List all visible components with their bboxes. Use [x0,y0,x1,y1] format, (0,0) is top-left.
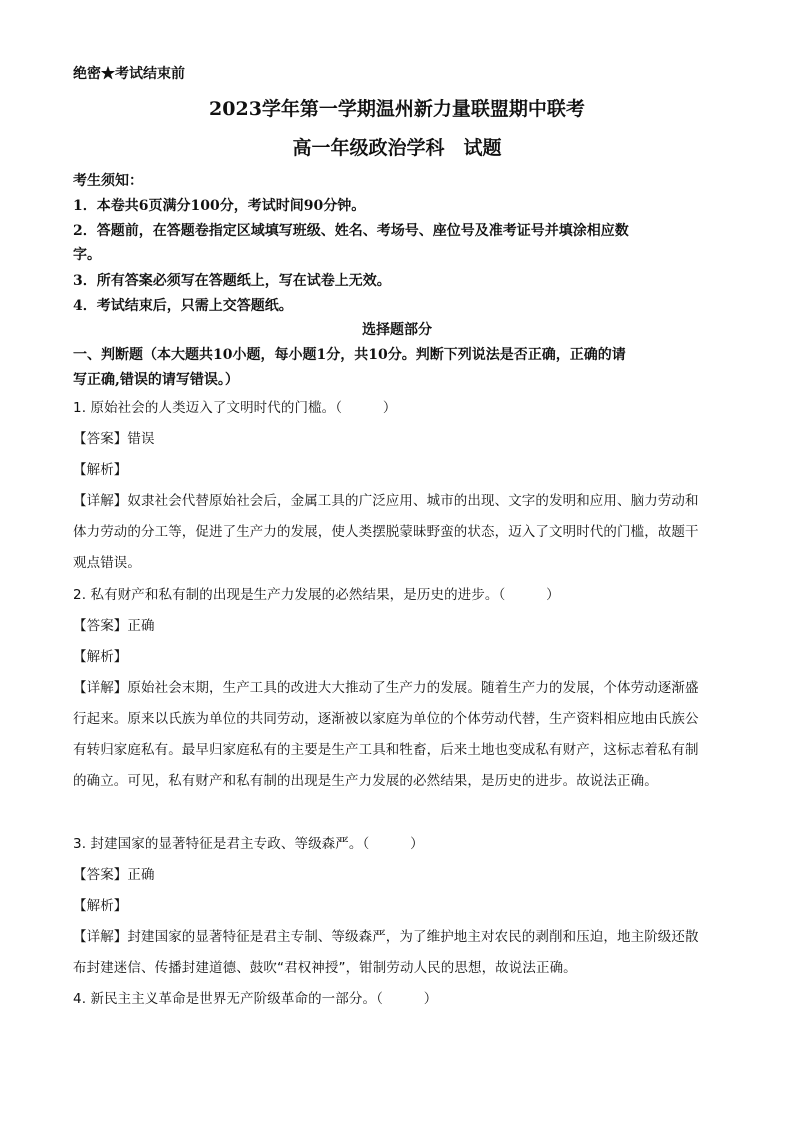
analysis-1: 【解析】 [73,462,128,478]
confidential-label: 绝密★考试结束前 [73,66,185,82]
question-3: 3. 封建国家的显著特征是君主专政、等级森严。（ ） [73,836,424,852]
part-title: 选择题部分 [362,322,432,338]
detail-2-line: 【详解】原始社会末期，生产工具的改进大大推动了生产力的发展。随着生产力的发展，个体劳动逐渐盛 [73,680,699,696]
detail-1-line: 【详解】奴隶社会代替原始社会后，金属工具的广泛应用、城市的出现、文字的发明和应用、脑力劳动和 [73,493,699,509]
analysis-3: 【解析】 [73,898,128,914]
notice-item: 4．考试结束后，只需上交答题纸。 [73,298,293,314]
detail-1-line: 观点错误。 [73,555,141,571]
detail-2-line: 有转归家庭私有。最早归家庭私有的主要是生产工具和牲畜，后来土地也变成私有财产，这标志着私有制 [73,742,699,758]
answer-1: 【答案】错误 [73,431,155,447]
notice-item: 字。 [73,247,101,263]
exam-subtitle: 高一年级政治学科 试题 [292,137,502,159]
detail-1-line: 体力劳动的分工等，促进了生产力的发展，使人类摆脱蒙昧野蛮的状态，迈入了文明时代的门槛，故题干 [73,524,699,540]
detail-2-line: 的确立。可见，私有财产和私有制的出现是生产力发展的必然结果，是历史的进步。故说法正确。 [73,773,658,789]
answer-2: 【答案】正确 [73,618,155,634]
detail-2-line: 行起来。原来以氏族为单位的共同劳动，逐渐被以家庭为单位的个体劳动代替，生产资料相应地由氏族公 [73,711,699,727]
notice-item: 1．本卷共6页满分100分，考试时间90分钟。 [73,198,366,214]
notice-heading: 考生须知： [73,173,143,189]
question-4: 4. 新民主主义革命是世界无产阶级革命的一部分。（ ） [73,991,438,1007]
section-heading-cont: 写正确,错误的请写错误。） [73,372,239,388]
detail-3-line: 【详解】封建国家的显著特征是君主专制、等级森严，为了维护地主对农民的剥削和压迫，地主阶级还散 [73,929,699,945]
question-1: 1. 原始社会的人类迈入了文明时代的门槛。（ ） [73,400,397,416]
section-heading: 一、判断题（本大题共10小题，每小题1分，共10分。判断下列说法是否正确，正确的请 [73,347,626,363]
detail-3-line: 布封建迷信、传播封建道德、鼓吹“君权神授”，钳制劳动人民的思想，故说法正确。 [73,960,577,976]
question-2: 2. 私有财产和私有制的出现是生产力发展的必然结果，是历史的进步。（ ） [73,587,560,603]
notice-item: 2．答题前，在答题卷指定区域填写班级、姓名、考场号、座位号及准考证号并填涂相应数 [73,223,629,239]
exam-title: 2023学年第一学期温州新力量联盟期中联考 [209,98,585,120]
analysis-2: 【解析】 [73,649,128,665]
answer-3: 【答案】正确 [73,867,155,883]
notice-item: 3．所有答案必须写在答题纸上，写在试卷上无效。 [73,273,391,289]
